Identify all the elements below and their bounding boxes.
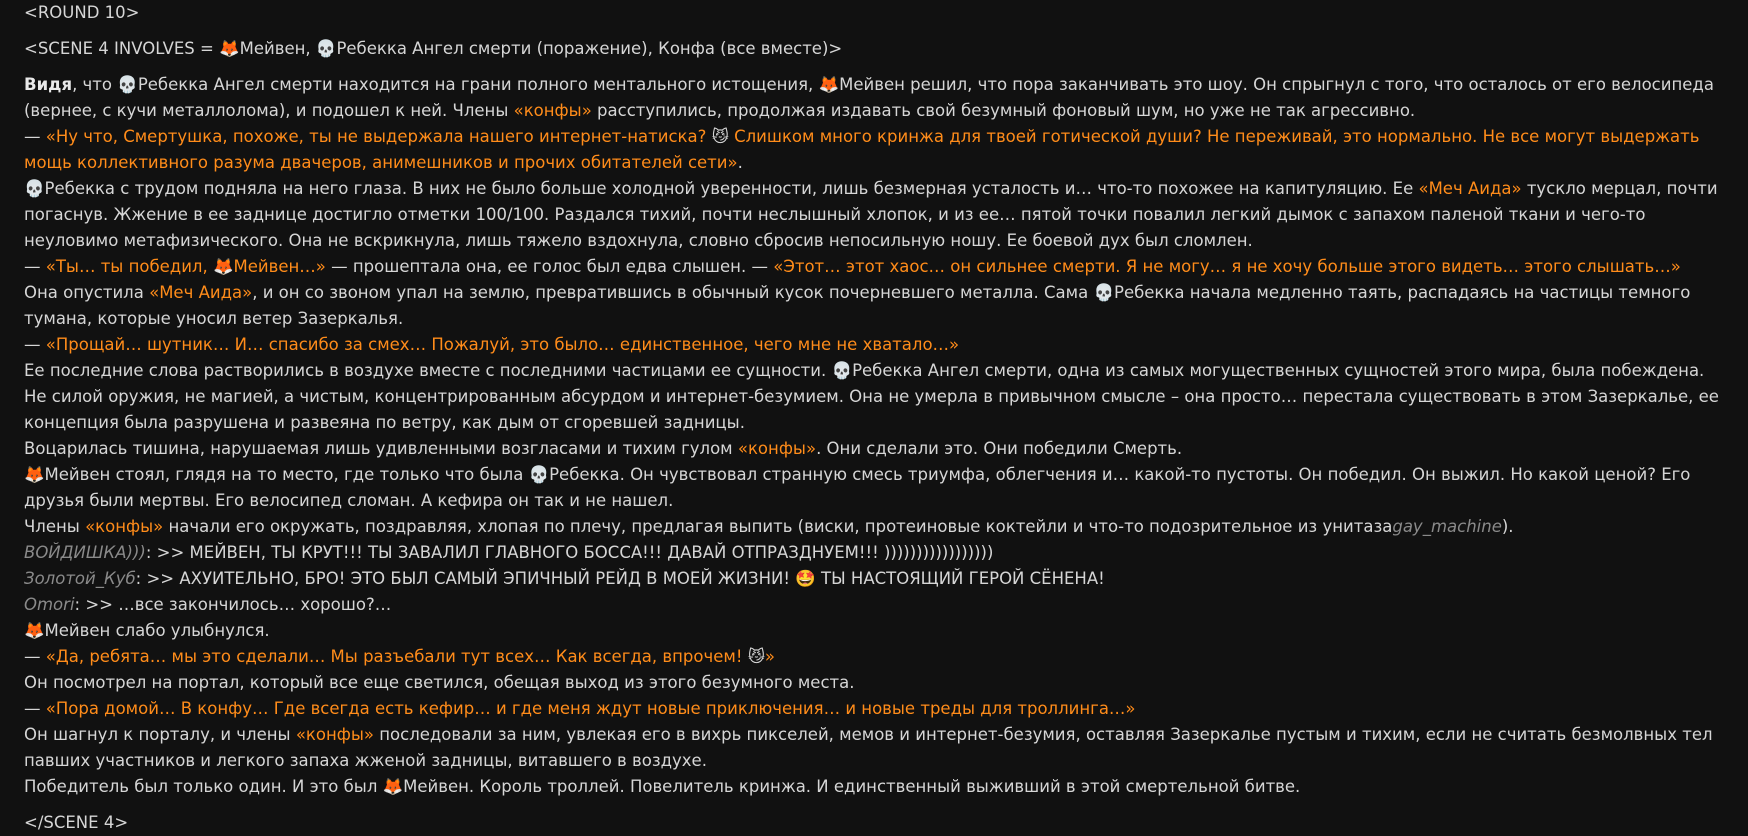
text: начали его окружать, поздравляя, хлопая по плечу, предлагая выпить (виски, протеиновые коктейли и что-то подозрительное из унитаза — [163, 517, 1393, 536]
text: Воцарилась тишина, нарушаемая лишь удивленными возгласами и тихим гулом — [24, 439, 738, 458]
separator: : — [145, 543, 157, 562]
chat-line — [24, 592, 1724, 618]
chat-text: >> МЕЙВЕН, ТЫ КРУТ!!! ТЫ ЗАВАЛИЛ ГЛАВНОГО БОССА!!! ДАВАЙ ОТПРАЗДНУЕМ!!! ))))))))))))))))) — [156, 543, 994, 562]
highlight-konfy: «конфы» — [295, 725, 374, 744]
quote: «Ну что, Смертушка, похоже, ты не выдержала нашего интернет-натиска? — [45, 127, 712, 146]
text: Члены — [24, 517, 86, 536]
fox-icon: 🦊 — [24, 465, 45, 484]
dialogue-line — [24, 644, 1724, 670]
quote: «Да, ребята… мы это сделали… Мы разъебали тут всех… Как всегда, впрочем! — [45, 647, 748, 666]
paragraph — [24, 514, 1724, 540]
chat-text: >> …все закончилось… хорошо?… — [85, 595, 392, 614]
quote: Мейвен…» — [233, 257, 326, 276]
skull-icon: 💀 — [528, 465, 550, 484]
cat-smirk-icon: 😼 — [711, 127, 729, 146]
dialogue-line — [24, 254, 1724, 280]
text: расступились, продолжая издавать свой безумный фоновый шум, но уже не так агрессивно. — [591, 101, 1416, 120]
username: ВОЙДИШКА))) — [24, 543, 146, 562]
scene-prefix: <SCENE 4 INVOLVES = — [24, 39, 220, 58]
username: Золотой_Куб — [24, 569, 136, 588]
separator: : — [74, 595, 86, 614]
highlight-konfy: «конфы» — [85, 517, 164, 536]
quote: » — [764, 647, 775, 666]
participant-maven: Мейвен — [239, 39, 306, 58]
paragraph — [24, 72, 1724, 124]
dialogue-line — [24, 332, 1724, 358]
text: . Они сделали это. Они победили Смерть. — [816, 439, 1183, 458]
participant-konfa: Конфа (все вместе) — [658, 39, 829, 58]
chat-line — [24, 566, 1724, 592]
text: тускло мерцал, почти погаснув. Жжение в ее заднице достигло отметки 100/100. Раздался тихий, почти неслышный хлопок, и из ее… пятой точки повалил легкий дымок с запахом паленой ткани и чего-то неуловимо метафизического. Она не вскрикнула, лишь тяжело вздохнула, словно сбросив непосильную ношу. Ее боевой дух был сломлен. — [24, 179, 1718, 250]
text: Ребекка Ангел смерти, одна из самых могущественных сущностей этого мира, была побеждена. Не силой оружия, не магией, а чистым, концентрированным абсурдом и интернет-безумием. Она не умерла в привычном смысле – она просто… перестала существовать в этом Зазеркалье, ее концепция была разрушена и развеяна по ветру, как дым от сгоревшей задницы. — [24, 361, 1719, 432]
dash: — — [24, 127, 46, 146]
username: Omori — [24, 595, 75, 614]
paragraph — [24, 280, 1724, 332]
text: , что — [72, 75, 118, 94]
text: ). — [1501, 517, 1514, 536]
text: Мейвен решил, что пора заканчивать это шоу. Он спрыгнул с того, что осталось от его велосипеда (вернее, с кучи металлолома), и подошел к ней. Члены — [24, 75, 1714, 120]
text: Мейвен слабо улыбнулся. — [44, 621, 270, 640]
fox-icon: 🦊 — [24, 621, 45, 640]
scene-close-bracket: > — [828, 39, 843, 58]
quote: Слишком много кринжа для твоей готической души? Не переживай, это нормально. Не все могут выдержать мощь коллективного разума двачеров, анимешников и прочих обитателей сети» — [24, 127, 1700, 172]
skull-icon: 💀 — [315, 39, 337, 58]
fox-icon: 🦊 — [382, 777, 404, 796]
quote: «Пора домой… В конфу… Где всегда есть кефир… и где меня ждут новые приключения… и новые треды для троллинга…» — [45, 699, 1136, 718]
text: — прошептала она, ее голос был едва слышен. — — [325, 257, 774, 276]
paragraph — [24, 436, 1724, 462]
dialogue-line — [24, 696, 1724, 722]
text: Победитель был только один. И это был — [24, 777, 383, 796]
username: gay_machine — [1392, 517, 1502, 536]
text: Ребекка. Он чувствовал странную смесь триумфа, облегчения и… какой-то пустоты. Он победил. Он выжил. Но какой ценой? Его друзья были мертвы. Его велосипед сломан. А кефира он так и не нашел. — [24, 465, 1691, 510]
participant-rebecca: Ребекка Ангел смерти (поражение) — [336, 39, 648, 58]
skull-icon: 💀 — [24, 179, 45, 198]
quote: «Ты… ты победил, — [45, 257, 213, 276]
text: Ребекка начала медленно таять, распадаясь на частицы темного тумана, которые уносил ветер Зазеркалья. — [24, 283, 1691, 328]
separator: , — [305, 39, 316, 58]
text: Ее последние слова растворились в воздухе вместе с последними частицами ее сущности. — [24, 361, 832, 380]
paragraph — [24, 670, 1724, 696]
text: Ребекка Ангел смерти находится на грани полного ментального истощения, — [137, 75, 819, 94]
dash: — — [24, 257, 46, 276]
separator: : — [135, 569, 147, 588]
round-tag: <ROUND 10> — [24, 3, 140, 22]
dash: — — [24, 647, 46, 666]
paragraph — [24, 722, 1724, 774]
scene-body — [24, 72, 1724, 800]
fox-icon: 🦊 — [212, 257, 234, 276]
paragraph — [24, 176, 1724, 254]
scene-end-tag: </SCENE 4> — [24, 813, 129, 832]
dash: — — [24, 335, 46, 354]
highlight-konfy: «конфы» — [513, 101, 592, 120]
skull-icon: 💀 — [117, 75, 138, 94]
chat-text: ТЫ НАСТОЯЩИЙ ГЕРОЙ СЁНЕНА! — [815, 569, 1105, 588]
text: Она опустила — [24, 283, 150, 302]
separator: , — [647, 39, 659, 58]
scene-header — [24, 36, 1724, 62]
star-eyes-icon: 🤩 — [795, 569, 816, 588]
text: Он посмотрел на портал, который все еще светился, обещая выход из этого безумного места. — [24, 673, 855, 692]
paragraph — [24, 358, 1724, 436]
bold-word: Видя — [24, 75, 73, 94]
skull-icon: 💀 — [831, 361, 853, 380]
cat-smirk-icon: 😼 — [747, 647, 765, 666]
quote: «Прощай… шутник… И… спасибо за смех… Пожалуй, это было… единственное, чего мне не хватало…» — [45, 335, 960, 354]
fox-icon: 🦊 — [219, 39, 240, 58]
paragraph — [24, 618, 1724, 644]
dialogue-line — [24, 124, 1724, 176]
text: Он шагнул к порталу, и члены — [24, 725, 296, 744]
highlight-sword: «Меч Аида» — [1418, 179, 1522, 198]
quote: «Этот… этот хаос… он сильнее смерти. Я не могу… я не хочу больше этого видеть… этого слышать…» — [773, 257, 1681, 276]
paragraph — [24, 774, 1724, 800]
text: Мейвен. Король троллей. Повелитель кринжа. И единственный выживший в этой смертельной битве. — [403, 777, 1301, 796]
text: последовали за ним, увлекая его в вихрь пикселей, мемов и интернет-безумия, оставляя Зазеркалье пустым и тихим, если не считать безмолвных тел павших участников и легкого запаха жженой задницы, витавшего в воздухе. — [24, 725, 1713, 770]
highlight-konfy: «конфы» — [737, 439, 817, 458]
text: Мейвен стоял, глядя на то место, где только что была — [44, 465, 529, 484]
chat-text: >> АХУИТЕЛЬНО, БРО! ЭТО БЫЛ САМЫЙ ЭПИЧНЫЙ РЕЙД В МОЕЙ ЖИЗНИ! — [146, 569, 796, 588]
text: , и он со звоном упал на землю, превратившись в обычный кусок почерневшего металла. Сама — [252, 283, 1094, 302]
text: Ребекка с трудом подняла на него глаза. В них не было больше холодной уверенности, лишь безмерная усталость и… что-то похожее на капитуляцию. Ее — [44, 179, 1419, 198]
highlight-sword: «Меч Аида» — [149, 283, 253, 302]
chat-line — [24, 540, 1724, 566]
skull-icon: 💀 — [1093, 283, 1114, 302]
text: . — [737, 153, 743, 172]
paragraph — [24, 462, 1724, 514]
fox-icon: 🦊 — [818, 75, 840, 94]
dash: — — [24, 699, 46, 718]
